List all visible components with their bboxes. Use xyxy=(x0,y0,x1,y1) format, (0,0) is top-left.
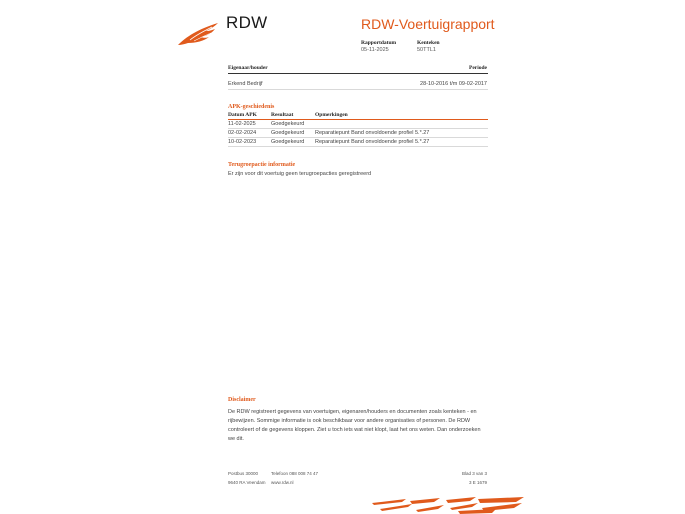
report-date-label: Rapportdatum xyxy=(361,40,397,46)
apk-row-date: 10-02-2023 xyxy=(228,139,257,145)
period-label: Periode xyxy=(468,65,487,71)
apk-row-date: 11-02-2025 xyxy=(228,121,256,127)
owner-label: Eigenaar/houder xyxy=(228,65,268,71)
recall-text: Er zijn voor dit voertuig geen terugroepacties geregistreerd xyxy=(228,171,372,177)
owner-row-divider xyxy=(228,89,488,90)
apk-row-divider xyxy=(228,137,488,138)
disclaimer-line: we dit. xyxy=(228,436,244,442)
plate-value: 50TTL1 xyxy=(417,47,436,53)
owner-name: Erkend Bedrijf xyxy=(228,81,263,87)
apk-col-result: Resultaat xyxy=(271,112,294,118)
footer-code: 3 E 1679 xyxy=(468,480,487,485)
disclaimer-text xyxy=(228,408,490,444)
apk-row-remark: Reparatiepunt Band onvoldoende profiel 5.*.27 xyxy=(315,139,430,145)
owner-period: 28-10-2016 t/m 09-02-2017 xyxy=(420,81,487,87)
footer-page: Blad 3 van 3 xyxy=(461,471,487,476)
brand-name: RDW xyxy=(226,13,268,32)
apk-col-remarks: Opmerkingen xyxy=(315,112,348,118)
apk-row-remark: Reparatiepunt Band onvoldoende profiel 5.*.27 xyxy=(315,130,430,136)
report-date-value: 05-11-2025 xyxy=(361,47,389,53)
footer-website: www.rdw.nl xyxy=(271,480,294,485)
rdw-wing-logo-icon xyxy=(176,21,220,47)
disclaimer-line: De RDW registreert gegevens van voertuigen, eigenaren/houders en documenten zoals kenteken - en xyxy=(228,409,477,415)
footer-phone: Telefoon 088 008 74 47 xyxy=(271,471,319,476)
disclaimer-line: controleert of de gegevens kloppen. Ziet u toch iets wat niet klopt, laat het ons weten. Dan onderzoeken xyxy=(228,427,481,433)
recall-section-title: Terugroepactie informatie xyxy=(228,162,296,168)
apk-row-divider xyxy=(228,128,488,129)
footer-postbus: Postbus 30000 xyxy=(228,471,259,476)
apk-row-result: Goedgekeurd xyxy=(271,121,305,127)
footer-city: 9640 RA Veendam xyxy=(228,480,266,485)
apk-row-date: 02-02-2024 xyxy=(228,130,257,136)
apk-row-result: Goedgekeurd xyxy=(271,139,305,145)
apk-row-divider xyxy=(228,146,488,147)
report-title: RDW-Voertuigrapport xyxy=(361,16,495,32)
apk-section-title: APK-geschiedenis xyxy=(228,104,275,110)
owner-divider xyxy=(228,73,488,74)
plate-label: Kenteken xyxy=(417,40,440,46)
rdw-stripes-graphic-icon xyxy=(366,497,526,514)
apk-header-divider xyxy=(228,119,488,120)
disclaimer-line: rijbewijzen. Sommige informatie is ook beschikbaar voor andere organisaties of personen. De RDW xyxy=(228,418,471,424)
disclaimer-title: Disclaimer xyxy=(228,397,256,403)
apk-col-date: Datum APK xyxy=(228,112,257,118)
apk-row-result: Goedgekeurd xyxy=(271,130,305,136)
